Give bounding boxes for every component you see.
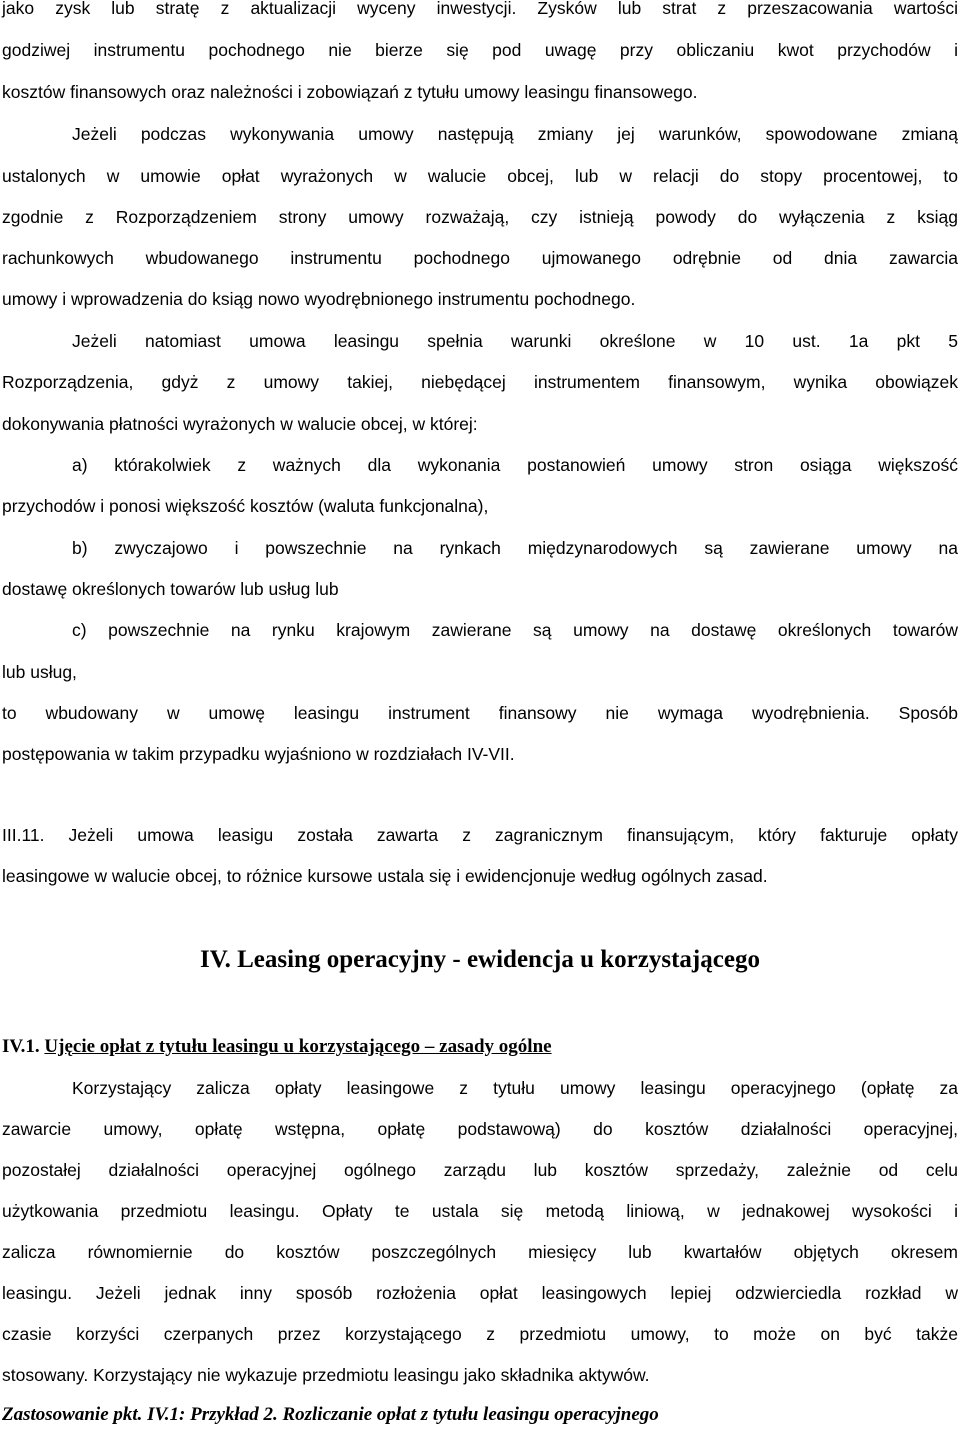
example-label: Zastosowanie pkt. IV.1: Przykład 2. Rozliczanie opłat z tytułu leasingu operacyjnego — [2, 1404, 659, 1425]
text-line: pozostałej działalności operacyjnej ogólnego zarządu lub kosztów sprzedaży, zależnie od celu — [2, 1160, 958, 1180]
text-line: Rozporządzenia, gdyż z umowy takiej, niebędącej instrumentem finansowym, wynika obowiązek — [2, 372, 958, 392]
text-line: leasingowe w walucie obcej, to różnice kursowe ustala się i ewidencjonuje według ogólnych zasad. — [2, 866, 768, 886]
text-line: dokonywania płatności wyrażonych w walucie obcej, w której: — [2, 414, 478, 434]
text-line: to wbudowany w umowę leasingu instrument finansowy nie wymaga wyodrębnienia. Sposób — [2, 703, 958, 723]
text-line: zawarcie umowy, opłatę wstępna, opłatę podstawową) do kosztów działalności operacyjnej, — [2, 1119, 958, 1139]
text-line: kosztów finansowych oraz należności i zobowiązań z tytułu umowy leasingu finansowego. — [2, 82, 698, 102]
text-line: stosowany. Korzystający nie wykazuje przedmiotu leasingu jako składnika aktywów. — [2, 1365, 650, 1385]
text-line: Jeżeli podczas wykonywania umowy następują zmiany jej warunków, spowodowane zmianą — [72, 124, 958, 144]
section-heading: IV. Leasing operacyjny - ewidencja u korzystającego — [200, 946, 760, 973]
text-line: Korzystający zalicza opłaty leasingowe z tytułu umowy leasingu operacyjnego (opłatę za — [72, 1078, 958, 1098]
text-line: leasingu. Jeżeli jednak inny sposób rozłożenia opłat leasingowych lepiej odzwierciedla rozkład w — [2, 1283, 958, 1303]
list-item-a: a) którakolwiek z ważnych dla wykonania postanowień umowy stron osiąga większość — [72, 455, 958, 475]
subsection-heading — [2, 1035, 958, 1059]
subsection-number: IV.1. — [2, 1036, 45, 1057]
text-line: godziwej instrumentu pochodnego nie bierze się pod uwagę przy obliczaniu kwot przychodów i — [2, 40, 958, 60]
text-line: jako zysk lub stratę z aktualizacji wyceny inwestycji. Zysków lub strat z przeszacowania wartości — [2, 0, 958, 18]
text-line: zalicza równomiernie do kosztów poszczególnych miesięcy lub kwartałów objętych okresem — [2, 1242, 958, 1262]
text-line: dostawę określonych towarów lub usług lub — [2, 579, 339, 599]
text-line: ustalonych w umowie opłat wyrażonych w walucie obcej, lub w relacji do stopy procentowej, to — [2, 166, 958, 186]
text-line: zgodnie z Rozporządzeniem strony umowy rozważają, czy istnieją powody do wyłączenia z ksiąg — [2, 207, 958, 227]
text-line: III.11. Jeżeli umowa leasigu została zawarta z zagranicznym finansującym, który fakturuje opłaty — [2, 825, 958, 845]
text-line: lub usług, — [2, 662, 77, 682]
text-line: Jeżeli natomiast umowa leasingu spełnia warunki określone w 10 ust. 1a pkt 5 — [72, 331, 958, 351]
list-item-c: c) powszechnie na rynku krajowym zawierane są umowy na dostawę określonych towarów — [72, 620, 958, 640]
text-line: użytkowania przedmiotu leasingu. Opłaty te ustala się metodą liniową, w jednakowej wysokości i — [2, 1201, 958, 1221]
list-item-b: b) zwyczajowo i powszechnie na rynkach międzynarodowych są zawierane umowy na — [72, 538, 958, 558]
text-line: rachunkowych wbudowanego instrumentu pochodnego ujmowanego odrębnie od dnia zawarcia — [2, 248, 958, 268]
subsection-title: Ujęcie opłat z tytułu leasingu u korzystającego – zasady ogólne — [44, 1036, 552, 1057]
text-line: umowy i wprowadzenia do ksiąg nowo wyodrębnionego instrumentu pochodnego. — [2, 289, 636, 309]
text-line: postępowania w takim przypadku wyjaśniono w rozdziałach IV-VII. — [2, 744, 515, 764]
text-line: czasie korzyści czerpanych przez korzystającego z przedmiotu umowy, to może on być także — [2, 1324, 958, 1344]
text-line: przychodów i ponosi większość kosztów (waluta funkcjonalna), — [2, 496, 489, 516]
